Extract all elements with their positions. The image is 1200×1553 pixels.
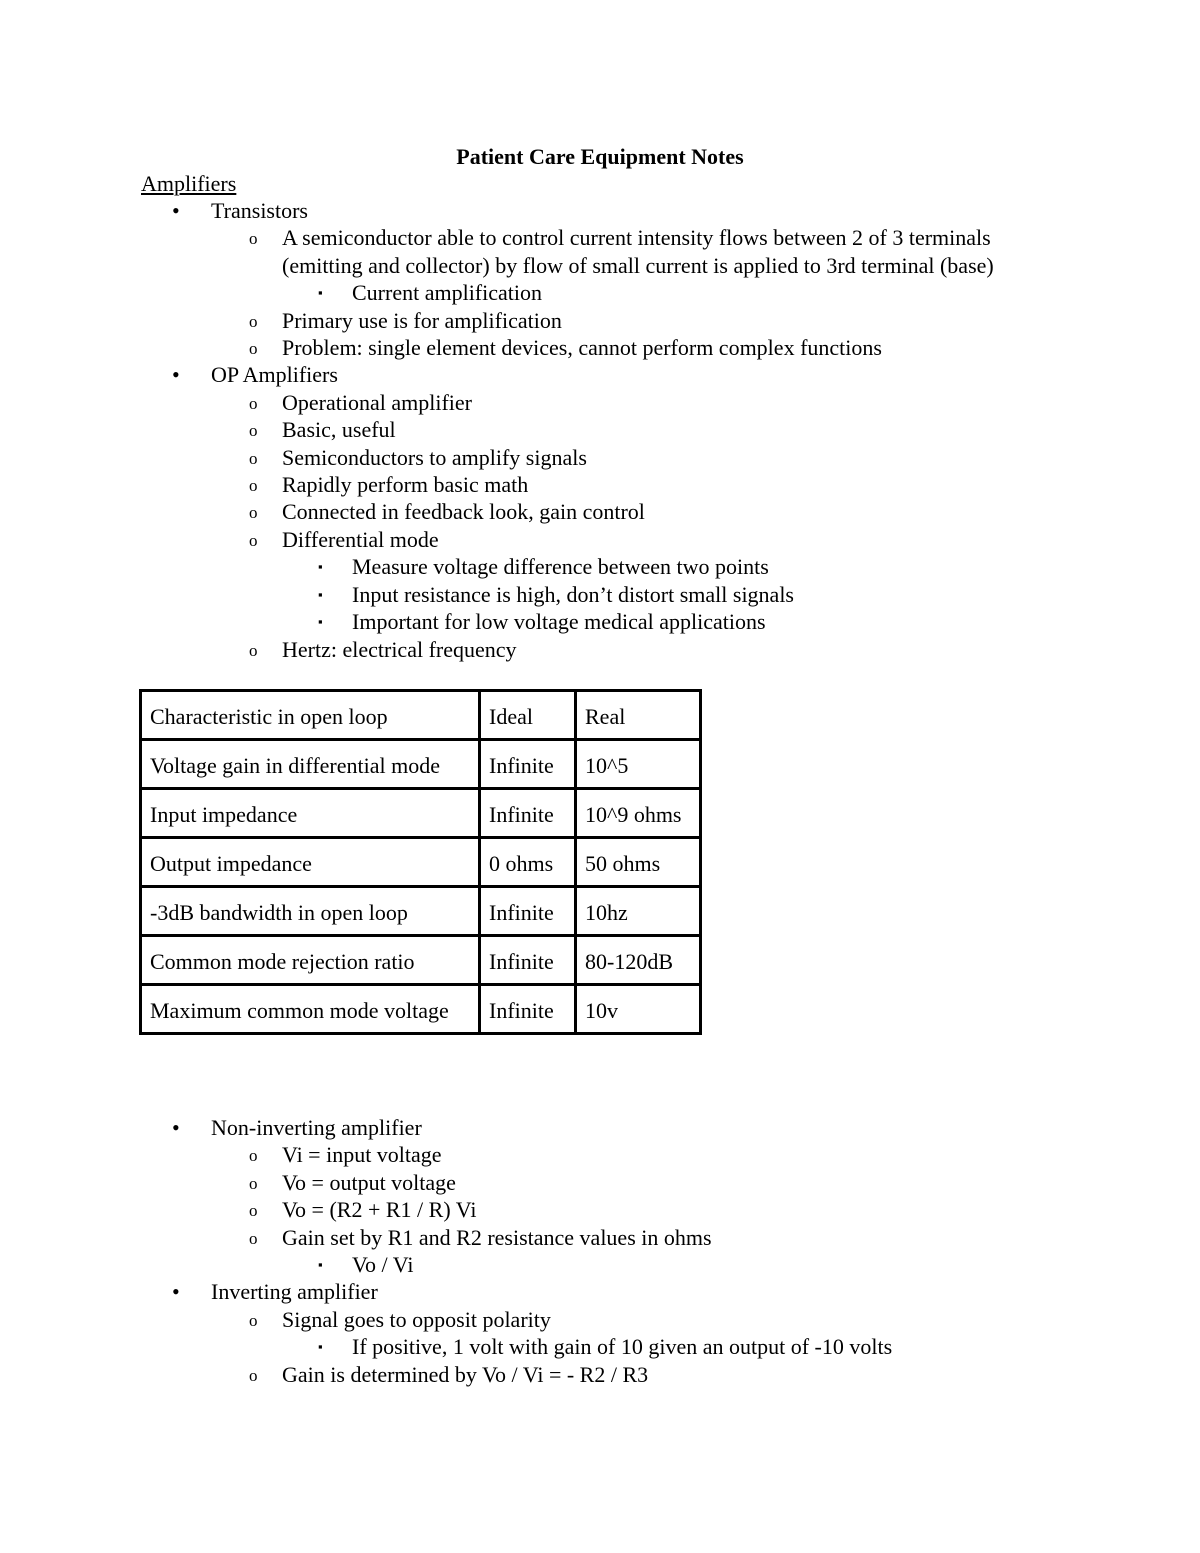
list-item: o Vo = (R2 + R1 / R) Vi bbox=[0, 1196, 1200, 1223]
table-header-cell: Real bbox=[576, 691, 701, 740]
list-item: ▪ Vo / Vi bbox=[318, 1252, 414, 1278]
list-item-inverting: • Inverting amplifier o Signal goes to opposit polarity ▪ If positive, 1 volt with gain of 10 given an output of -10 volts o Gain is determined by Vo / Vi = - R2 / R3 bbox=[0, 1278, 1200, 1388]
table-cell: -3dB bandwidth in open loop bbox=[141, 887, 480, 936]
bullet-square: ▪ bbox=[318, 1257, 323, 1273]
table-cell: Infinite bbox=[480, 936, 576, 985]
table-cell: Input impedance bbox=[141, 789, 480, 838]
table-cell: 10^9 ohms bbox=[576, 789, 701, 838]
list-item: o Vo = output voltage bbox=[0, 1169, 1200, 1196]
table-header-cell: Ideal bbox=[480, 691, 576, 740]
table-row bbox=[141, 838, 701, 887]
list-item: o Basic, useful bbox=[0, 416, 1200, 443]
list-item: ▪ Input resistance is high, don’t distort small signals bbox=[318, 581, 794, 607]
bullet-circle: o bbox=[249, 476, 258, 496]
list-item: o Problem: single element devices, cannot perform complex functions bbox=[0, 334, 1200, 361]
table-cell: Maximum common mode voltage bbox=[141, 985, 480, 1034]
table-cell: 10hz bbox=[576, 887, 701, 936]
amplifier-types-list bbox=[0, 1114, 1200, 1388]
list-item: o Operational amplifier bbox=[0, 389, 1200, 416]
bullet-square: ▪ bbox=[318, 586, 323, 602]
list-item: o Primary use is for amplification bbox=[0, 307, 1200, 334]
table-cell: 80-120dB bbox=[576, 936, 701, 985]
table-cell: Infinite bbox=[480, 985, 576, 1034]
bullet-circle: o bbox=[249, 1173, 258, 1193]
table-row bbox=[141, 789, 701, 838]
table-cell: 10v bbox=[576, 985, 701, 1034]
bullet-circle: o bbox=[249, 1365, 258, 1385]
table-row bbox=[141, 985, 701, 1034]
bullet-circle: o bbox=[249, 1146, 258, 1166]
bullet-circle: o bbox=[249, 1228, 258, 1248]
bullet-square: ▪ bbox=[318, 285, 323, 301]
table-header-cell: Characteristic in open loop bbox=[141, 691, 480, 740]
table-cell: Voltage gain in differential mode bbox=[141, 740, 480, 789]
table-cell: Infinite bbox=[480, 740, 576, 789]
bullet-circle: o bbox=[249, 393, 258, 413]
bullet-circle: o bbox=[249, 311, 258, 331]
bullet-circle: o bbox=[249, 530, 258, 550]
bullet-disc: • bbox=[172, 1115, 180, 1140]
list-item: o Connected in feedback look, gain control bbox=[0, 498, 1200, 525]
list-item-differential-mode: o Differential mode ▪ Measure voltage difference between two points ▪ Input resistance is high, don’t distort small signals ▪ Important for low voltage medical applications bbox=[0, 526, 1200, 636]
bullet-square: ▪ bbox=[318, 559, 323, 575]
list-item: o Gain set by R1 and R2 resistance values in ohms ▪ Vo / Vi bbox=[0, 1224, 1200, 1279]
list-item-op-amplifiers: • OP Amplifiers o Operational amplifier o Basic, useful o Semiconductors to amplify signals o Rapidly perform basic math o Connected in feedback look, gain control o Differential mode ▪ Measure voltage difference between two points ▪ Input resistance is high, don’t distort small signals ▪ Important for low voltage medical applications o Hertz: electrical frequency bbox=[0, 361, 1200, 662]
bullet-disc: • bbox=[172, 198, 180, 223]
table-cell: Common mode rejection ratio bbox=[141, 936, 480, 985]
bullet-circle: o bbox=[249, 1310, 258, 1330]
bullet-circle: o bbox=[249, 503, 258, 523]
list-item: ▪ If positive, 1 volt with gain of 10 given an output of -10 volts bbox=[318, 1334, 893, 1360]
list-item: o Vi = input voltage bbox=[0, 1141, 1200, 1168]
list-item: o Gain is determined by Vo / Vi = - R2 / R3 bbox=[0, 1361, 1200, 1388]
table-cell: Output impedance bbox=[141, 838, 480, 887]
amplifiers-list bbox=[0, 197, 1200, 663]
table-cell: 0 ohms bbox=[480, 838, 576, 887]
list-item-non-inverting: • Non-inverting amplifier o Vi = input voltage o Vo = output voltage o Vo = (R2 + R1 / R) Vi o Gain set by R1 and R2 resistance values in ohms ▪ Vo / Vi bbox=[0, 1114, 1200, 1278]
list-item: ▪ Measure voltage difference between two points bbox=[318, 554, 769, 580]
table-row bbox=[141, 887, 701, 936]
op-amp-characteristics-table bbox=[139, 689, 702, 1035]
list-item: o Signal goes to opposit polarity ▪ If positive, 1 volt with gain of 10 given an output of -10 volts bbox=[0, 1306, 1200, 1361]
table-cell: Infinite bbox=[480, 887, 576, 936]
bullet-square: ▪ bbox=[318, 614, 323, 630]
table-row bbox=[141, 936, 701, 985]
table-header-row bbox=[141, 691, 701, 740]
bullet-circle: o bbox=[249, 339, 258, 359]
bullet-circle: o bbox=[249, 421, 258, 441]
page-title: Patient Care Equipment Notes bbox=[456, 144, 744, 169]
bullet-square: ▪ bbox=[318, 1339, 323, 1355]
list-item: ▪ Important for low voltage medical applications bbox=[318, 609, 766, 635]
bullet-circle: o bbox=[249, 448, 258, 468]
bullet-circle: o bbox=[249, 1201, 258, 1221]
table-cell: 50 ohms bbox=[576, 838, 701, 887]
table-row bbox=[141, 740, 701, 789]
bullet-disc: • bbox=[172, 362, 180, 388]
list-item: o Rapidly perform basic math bbox=[0, 471, 1200, 498]
section-heading-amplifiers: Amplifiers bbox=[141, 171, 237, 196]
list-item: ▪ Current amplification bbox=[318, 280, 542, 306]
bullet-disc: • bbox=[172, 1279, 180, 1305]
list-item-transistors: • Transistors o A semiconductor able to control current intensity flows between 2 of 3 terminals (emitting and collector) by flow of small current is applied to 3rd terminal (base) ▪ Current amplification o Primary use is for amplification o Problem: single element devices, cannot perform complex functions bbox=[0, 197, 1200, 361]
bullet-circle: o bbox=[249, 640, 258, 660]
list-item: o Semiconductors to amplify signals bbox=[0, 444, 1200, 471]
table-cell: 10^5 bbox=[576, 740, 701, 789]
table-cell: Infinite bbox=[480, 789, 576, 838]
list-item: o Hertz: electrical frequency bbox=[0, 636, 1200, 663]
list-item: o A semiconductor able to control current intensity flows between 2 of 3 terminals (emitting and collector) by flow of small current is applied to 3rd terminal (base) ▪ Current amplification bbox=[0, 224, 1200, 306]
bullet-circle: o bbox=[249, 229, 258, 249]
